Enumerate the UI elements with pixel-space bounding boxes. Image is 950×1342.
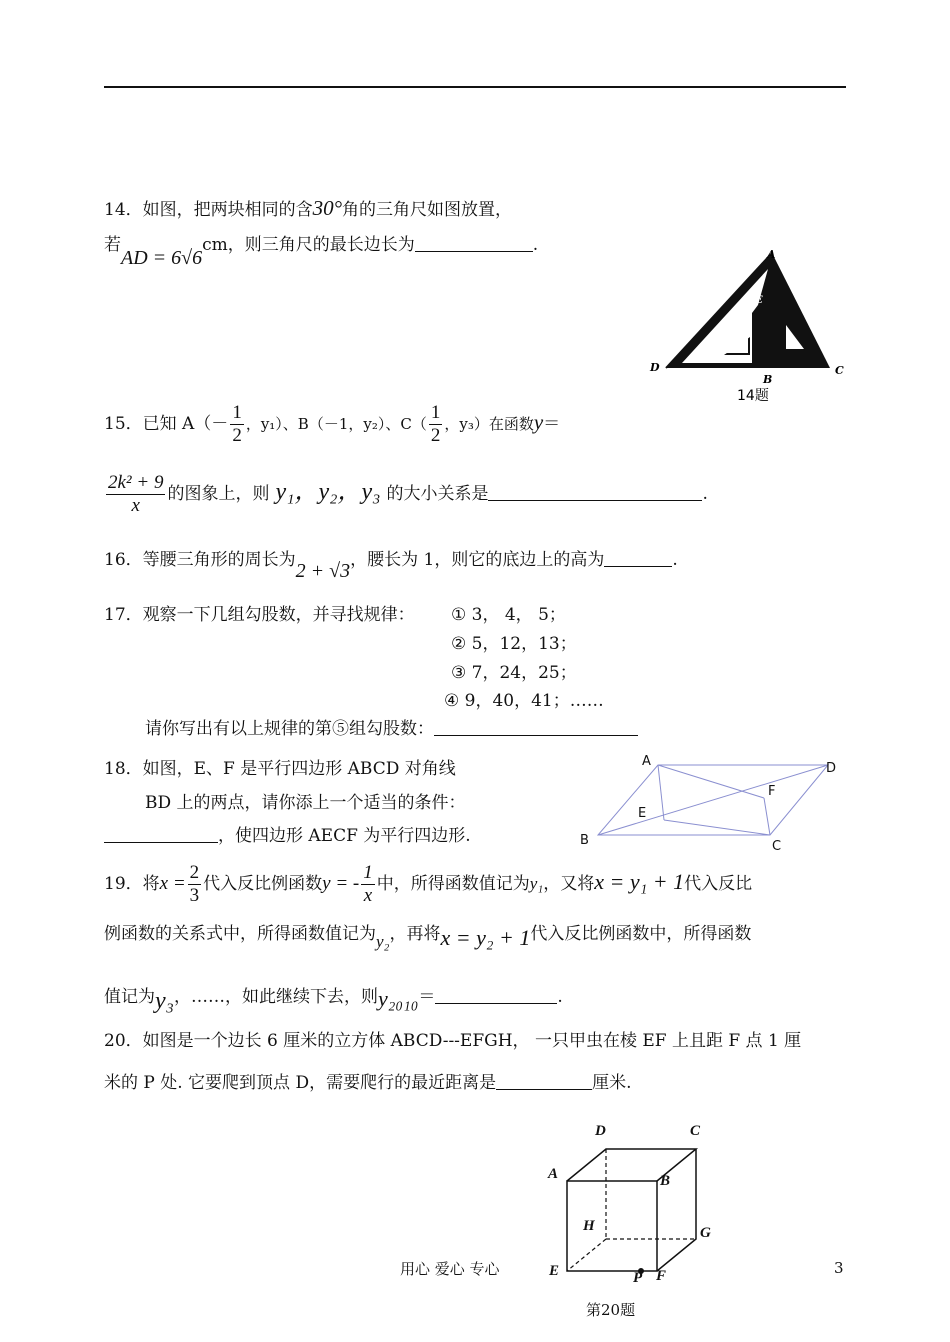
q15-text-d: 的图象上，则 bbox=[167, 484, 270, 504]
q18-label-F: F bbox=[768, 784, 776, 799]
q15-text-b: ，y₁）、B（－1，y₂）、C（ bbox=[245, 415, 427, 433]
q19-frac2 bbox=[361, 862, 375, 907]
q20-front-face bbox=[567, 1181, 657, 1271]
q14-figure bbox=[640, 245, 855, 410]
q15-y: y bbox=[533, 410, 544, 434]
q17-intro bbox=[104, 604, 415, 626]
q15-frac3-num: 2k² + 9 bbox=[108, 472, 164, 493]
q17-row-1: ① 3， 4， 5； bbox=[451, 605, 566, 625]
q19-text-f: 例函数的关系式中，所得函数值记为 bbox=[104, 924, 376, 944]
q20-label-P: P bbox=[633, 1270, 643, 1286]
q18-label-D: D bbox=[826, 761, 837, 776]
q18-segment-AE bbox=[658, 765, 664, 820]
q19-text-e: 代入反比 bbox=[684, 874, 753, 894]
q19-frac1 bbox=[188, 862, 202, 907]
q17-intro-text: 17．观察一下几组勾股数，并寻找规律： bbox=[104, 605, 415, 625]
q18-segment-FC bbox=[764, 798, 770, 835]
q14-formula: AD = 6√6 bbox=[121, 247, 203, 269]
q20-caption: 第20题 bbox=[586, 1301, 636, 1319]
q17-row-3: ③ 7，24，25； bbox=[451, 663, 577, 683]
q19-text-j: ，……，如此继续下去，则 bbox=[174, 987, 378, 1007]
q15-frac2-num: 1 bbox=[430, 402, 441, 423]
q19-expr1: x = y₁ + 1 bbox=[594, 869, 685, 894]
q18-figure bbox=[574, 750, 844, 856]
q20-label-E: E bbox=[549, 1263, 560, 1279]
q19-y2010: y₂₀₁₀ bbox=[378, 986, 419, 1011]
q14-label-D: D bbox=[650, 361, 660, 374]
q18-label-A: A bbox=[642, 754, 651, 769]
q17-row-2: ② 5，12，13； bbox=[451, 634, 577, 654]
header-rule bbox=[104, 86, 846, 88]
q18-segment-EC bbox=[664, 820, 770, 835]
q18-line3 bbox=[104, 825, 471, 847]
q14-line2 bbox=[104, 233, 539, 269]
q20-line1: 20．如图是一个边长 6 厘米的立方体 ABCD---EFGH， 一只甲虫在棱 EF 上且距 F 点 1 厘 bbox=[104, 1031, 802, 1051]
q14-text-c: 若 bbox=[104, 235, 121, 255]
q19-eq: ＝ bbox=[418, 987, 436, 1007]
q15-text-e: 的大小关系是 bbox=[386, 484, 489, 504]
q19-answer-blank[interactable] bbox=[435, 987, 557, 1004]
q14-label-C: C bbox=[835, 364, 844, 377]
q15-frac1-den: 2 bbox=[232, 425, 242, 446]
q15-text-c: ，y₃）在函数 bbox=[444, 415, 534, 433]
q14-line1 bbox=[104, 197, 512, 221]
q19-frac2-den: x bbox=[363, 885, 373, 906]
q15-frac1 bbox=[230, 402, 244, 447]
q20-label-A: A bbox=[548, 1166, 559, 1182]
q15-frac2-den: 2 bbox=[430, 425, 441, 446]
q16-end: . bbox=[672, 550, 678, 570]
q17-ask bbox=[145, 718, 638, 740]
q19-y3: y₃ bbox=[155, 988, 174, 1014]
q19-frac1-num: 2 bbox=[189, 862, 200, 883]
q19-end: . bbox=[557, 987, 563, 1007]
q16-answer-blank[interactable] bbox=[604, 550, 672, 567]
q16-line bbox=[104, 548, 678, 582]
q18-answer-blank[interactable] bbox=[104, 826, 218, 843]
q14-caption: 14题 bbox=[737, 388, 769, 404]
q15-text-a: 15．已知 A（－ bbox=[104, 414, 229, 434]
q14-answer-blank[interactable] bbox=[415, 235, 533, 252]
q16-formula: 2 + √3 bbox=[295, 560, 351, 582]
q15-frac3 bbox=[106, 472, 165, 517]
q19-text-a: 19．将 bbox=[104, 874, 160, 894]
q20-label-H: H bbox=[583, 1218, 595, 1234]
q19-line2 bbox=[104, 921, 752, 951]
q19-x-eq: x = bbox=[159, 873, 186, 894]
q15-line2 bbox=[104, 472, 708, 517]
q18-segment-AF bbox=[658, 765, 764, 798]
q15-end: . bbox=[702, 484, 708, 504]
q19-y2: y₂ bbox=[376, 932, 390, 951]
q20-label-D: D bbox=[595, 1123, 606, 1139]
q19-text-h: 代入反比例函数中，所得函数 bbox=[530, 924, 752, 944]
q18-line2: BD 上的两点，请你添上一个适当的条件： bbox=[145, 793, 466, 813]
q14-text-d: cm，则三角尺的最长边长为 bbox=[202, 235, 415, 255]
q18-label-B: B bbox=[580, 833, 589, 848]
q19-text-b: 代入反比例函数 bbox=[203, 874, 323, 894]
q20-line2 bbox=[104, 1072, 632, 1094]
q18-line1: 18．如图，E、F 是平行四边形 ABCD 对角线 bbox=[104, 759, 456, 779]
q18-label-C: C bbox=[772, 839, 782, 854]
q14-angle: 30° bbox=[312, 196, 343, 220]
q15-frac2 bbox=[429, 402, 443, 447]
q19-text-d: ，又将 bbox=[543, 874, 595, 894]
q18-label-E: E bbox=[638, 806, 647, 821]
q14-end: . bbox=[532, 235, 539, 255]
q20-answer-blank[interactable] bbox=[496, 1073, 592, 1090]
q19-y1: y₁ bbox=[529, 874, 544, 893]
q20-hidden-edge-HE bbox=[567, 1239, 606, 1271]
q15-frac1-num: 1 bbox=[232, 402, 242, 423]
q20-cube-figure bbox=[540, 1115, 730, 1337]
q20-right-edges bbox=[657, 1149, 696, 1271]
q19-frac2-num: 1 bbox=[363, 862, 373, 883]
q19-line1 bbox=[104, 862, 752, 907]
q15-answer-blank[interactable] bbox=[488, 484, 702, 501]
q15-vars: y₁，y₂，y₃ bbox=[275, 479, 381, 505]
q20-label-C: C bbox=[690, 1123, 701, 1139]
q20-label-F: F bbox=[656, 1268, 667, 1284]
q17-answer-blank[interactable] bbox=[434, 719, 638, 736]
q14-label-A: A bbox=[767, 248, 776, 261]
q19-text-c: 中，所得函数值记为 bbox=[376, 874, 530, 894]
q19-frac1-den: 3 bbox=[189, 885, 200, 906]
q18-diagonal-BD bbox=[598, 765, 828, 835]
q14-label-E: E bbox=[755, 295, 763, 306]
q20-top-face bbox=[567, 1149, 696, 1181]
q20-label-G: G bbox=[700, 1225, 711, 1241]
footer-motto: 用心 爱心 专心 bbox=[400, 1260, 500, 1278]
q20-text-a: 米的 P 处. 它要爬到顶点 D，需要爬行的最近距离是 bbox=[104, 1073, 497, 1093]
q16-text-b: ，腰长为 1，则它的底边上的高为 bbox=[350, 550, 605, 570]
q18-text: ，使四边形 AECF 为平行四边形. bbox=[218, 826, 471, 846]
q19-y-eq: y = - bbox=[322, 873, 360, 894]
q16-text-a: 16．等腰三角形的周长为 bbox=[104, 550, 296, 570]
q14-text-a: 14．如图，把两块相同的含 bbox=[104, 200, 313, 220]
q20-text-b: 厘米. bbox=[592, 1073, 632, 1093]
q15-line1 bbox=[104, 402, 560, 447]
q15-frac3-den: x bbox=[131, 495, 140, 516]
q15-eq: ＝ bbox=[543, 414, 561, 434]
q14-text-b: 角的三角尺如图放置， bbox=[342, 200, 513, 220]
q20-label-B: B bbox=[660, 1173, 671, 1189]
q17-row-4: ④ 9，40，41；…… bbox=[444, 691, 604, 711]
page-number: 3 bbox=[834, 1259, 844, 1277]
q17-ask-text: 请你写出有以上规律的第⑤组勾股数： bbox=[145, 719, 434, 739]
q19-expr2: x = y₂ + 1 bbox=[440, 925, 531, 950]
q19-line3 bbox=[104, 984, 563, 1014]
q14-label-B: B bbox=[763, 373, 773, 386]
q19-text-i: 值记为 bbox=[104, 987, 155, 1007]
q19-text-g: ，再将 bbox=[389, 924, 441, 944]
